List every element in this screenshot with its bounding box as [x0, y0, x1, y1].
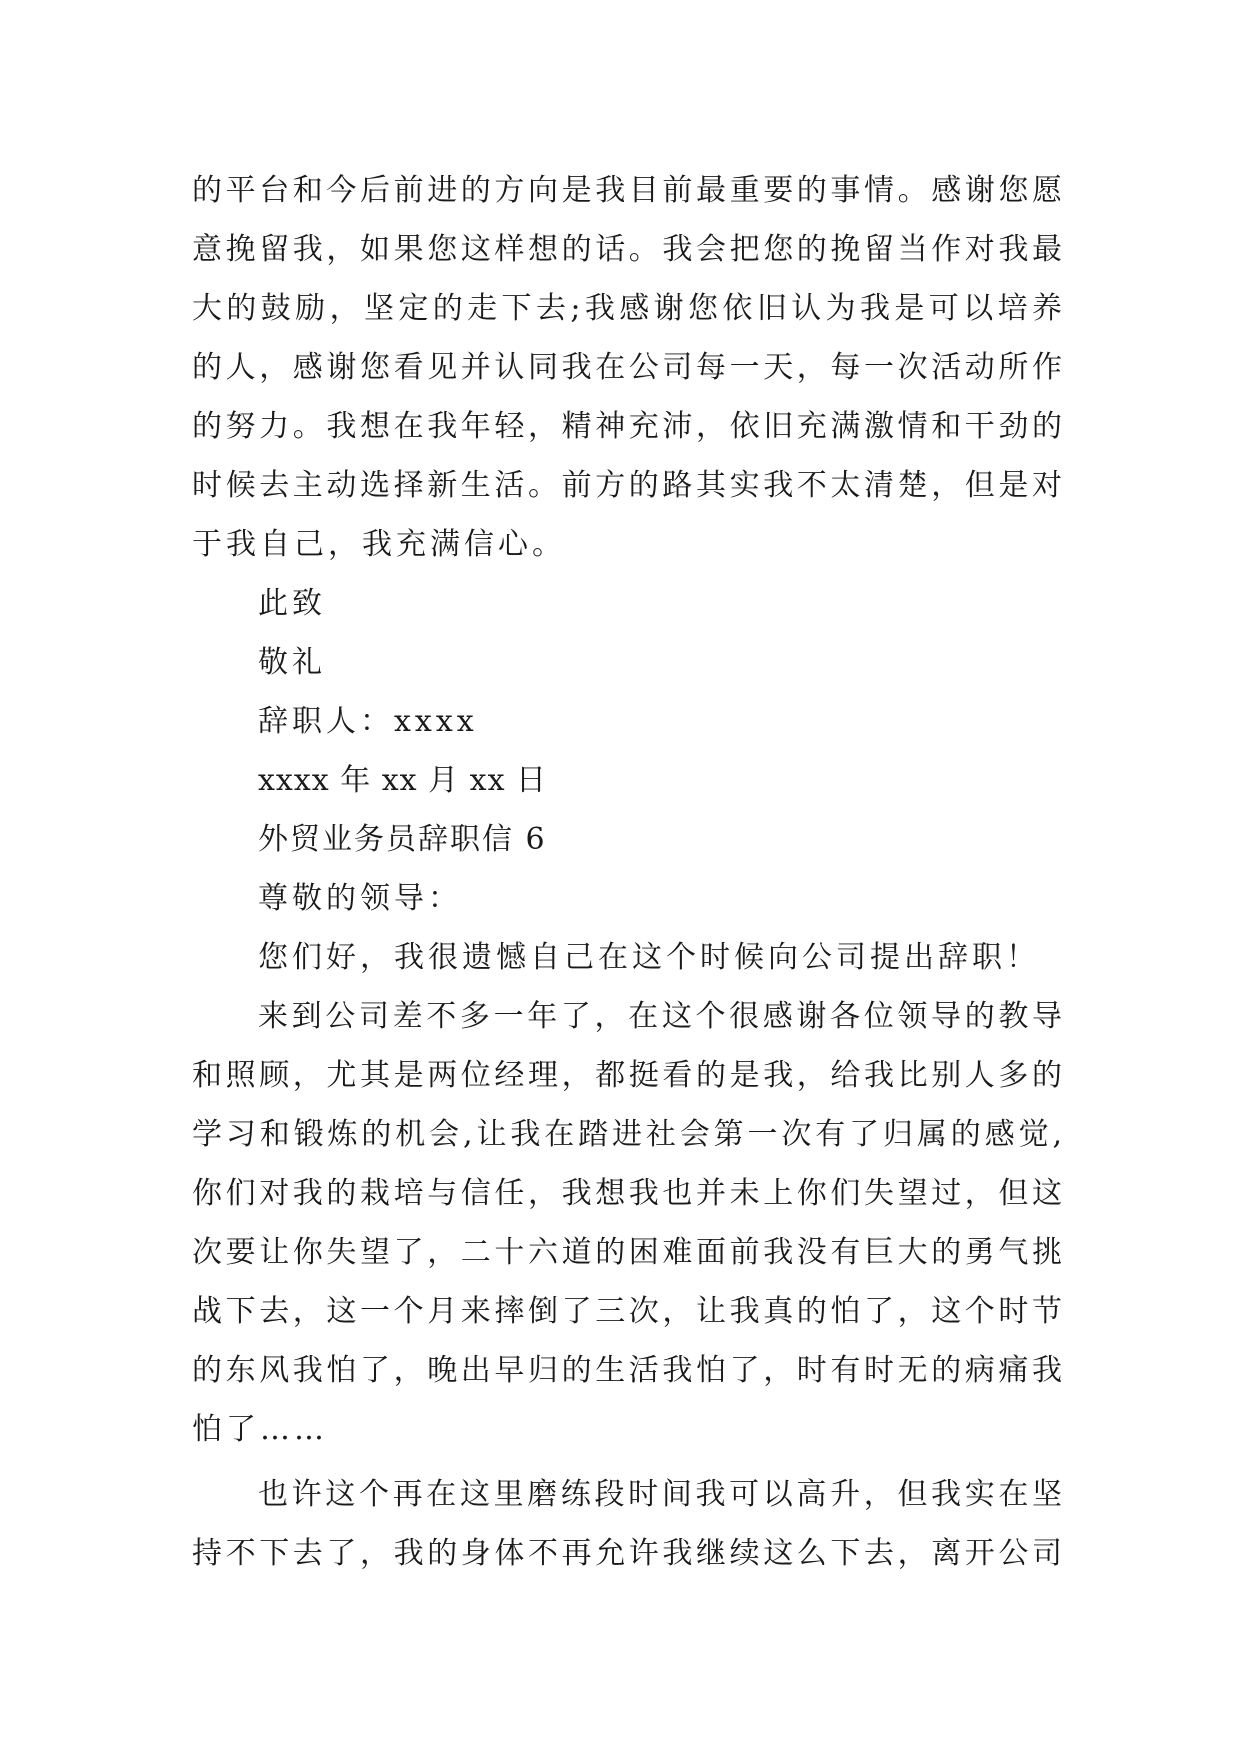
- text-line: 你们对我的栽培与信任，我想我也并未上你们失望过，但这: [192, 1176, 1062, 1211]
- text-line: 和照顾，尤其是两位经理，都挺看的是我，给我比别人多的: [192, 1058, 1062, 1093]
- text-line: 战下去，这一个月来摔倒了三次，让我真的怕了，这个时节: [192, 1294, 1062, 1329]
- greeting: 尊敬的领导：: [258, 881, 462, 916]
- section-title: 外贸业务员辞职信 6: [258, 822, 547, 857]
- text-line: 意挽留我，如果您这样想的话。我会把您的挽留当作对我最: [192, 232, 1062, 267]
- text-line: 来到公司差不多一年了，在这个很感谢各位领导的教导: [258, 999, 1062, 1034]
- text-line: 的东风我怕了，晚出早归的生活我怕了，时有时无的病痛我: [192, 1353, 1062, 1388]
- paragraph-continuation: [192, 161, 1062, 574]
- text-line: 也许这个再在这里磨练段时间我可以高升，但我实在坚: [258, 1477, 1062, 1512]
- opening-line: 您们好，我很遗憾自己在这个时候向公司提出辞职！: [258, 940, 1040, 975]
- text-line: 怕了……: [192, 1412, 328, 1447]
- paragraph-body: [192, 987, 1062, 1459]
- letter-body: [192, 161, 1062, 1583]
- text-line: 持不下去了，我的身体不再允许我继续这么下去，离开公司: [192, 1536, 1062, 1571]
- text-line: 大的鼓励，坚定的走下去;我感谢您依旧认为我是可以培养: [192, 291, 1062, 326]
- signer: 辞职人：xxxx: [258, 704, 478, 739]
- text-line: 的努力。我想在我年轻，精神充沛，依旧充满激情和干劲的: [192, 409, 1062, 444]
- paragraph-body: [192, 1465, 1062, 1583]
- text-line: 的平台和今后前进的方向是我目前最重要的事情。感谢您愿: [192, 173, 1062, 208]
- salutation-cizhi: 此致: [258, 586, 326, 621]
- date: xxxx 年 xx 月 xx 日: [258, 763, 548, 798]
- closing-block: [192, 574, 1062, 810]
- text-line: 的人，感谢您看见并认同我在公司每一天，每一次活动所作: [192, 350, 1062, 385]
- text-line: 学习和锻炼的机会,让我在踏进社会第一次有了归属的感觉,: [192, 1117, 1062, 1152]
- text-line: 于我自己，我充满信心。: [192, 527, 566, 562]
- text-line: 次要让你失望了，二十六道的困难面前我没有巨大的勇气挑: [192, 1235, 1062, 1270]
- salutation-jingli: 敬礼: [258, 645, 326, 680]
- text-line: 时候去主动选择新生活。前方的路其实我不太清楚，但是对: [192, 468, 1062, 503]
